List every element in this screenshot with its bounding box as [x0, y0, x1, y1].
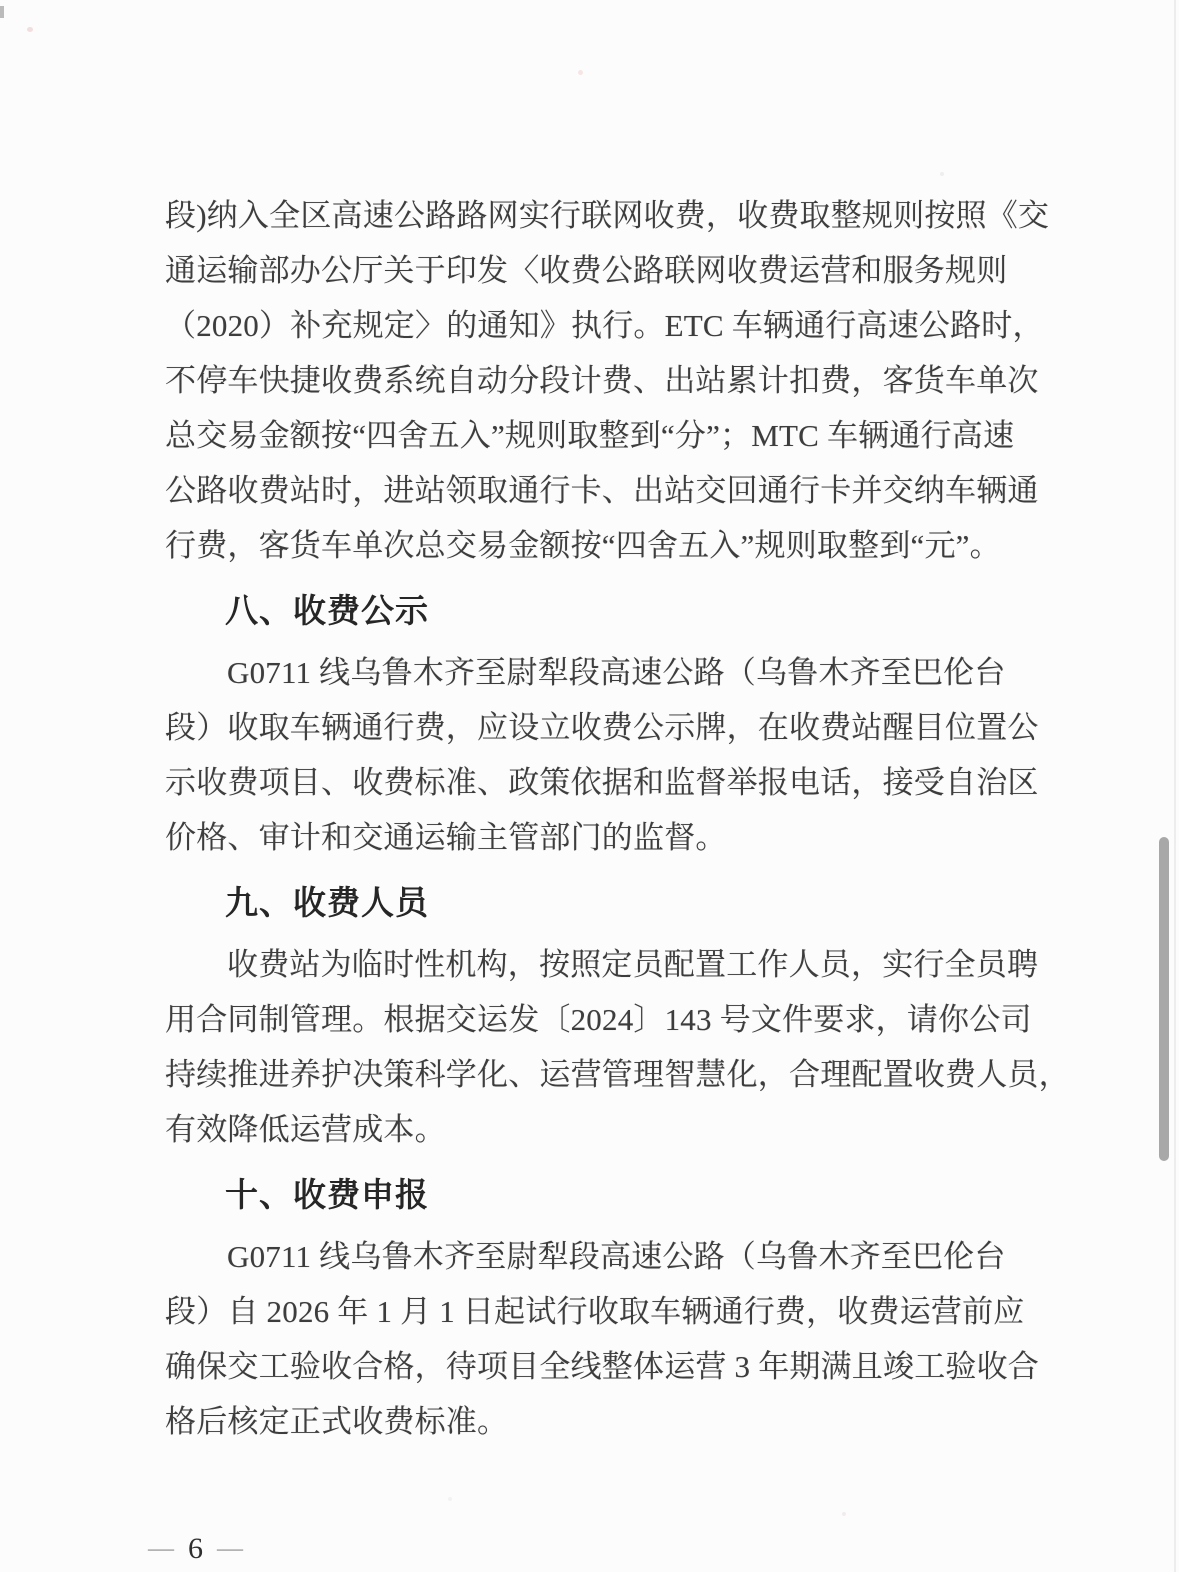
- document-text-line: 示收费项目、收费标准、政策依据和监督举报电话，接受自治区: [165, 765, 1039, 800]
- scan-corner-mark: [0, 6, 4, 18]
- section-heading-toll-staff: 九、收费人员: [225, 884, 429, 921]
- scan-speck: [448, 1497, 452, 1501]
- document-text-line: 总交易金额按“四舍五入”规则取整到“分”；MTC 车辆通行高速: [165, 418, 1015, 453]
- document-text-line: 格后核定正式收费标准。: [165, 1404, 509, 1439]
- document-text-line: 段）收取车辆通行费，应设立收费公示牌，在收费站醒目位置公: [165, 710, 1039, 745]
- document-body: [165, 188, 1069, 1449]
- document-text-line: 有效降低运营成本。: [165, 1112, 446, 1147]
- page-edge-line: [1174, 0, 1176, 1572]
- footer-left-dash: —: [148, 1538, 174, 1559]
- section-heading-fee-publicity: 八、收费公示: [225, 592, 429, 629]
- scan-speck: [842, 1512, 846, 1516]
- scan-speck: [968, 226, 972, 230]
- scan-speck: [27, 27, 33, 32]
- document-text-line: G0711 线乌鲁木齐至尉犁段高速公路（乌鲁木齐至巴伦台: [227, 655, 1006, 690]
- document-text-line: 收费站为临时性机构，按照定员配置工作人员，实行全员聘: [227, 947, 1039, 982]
- document-text-line: （2020）补充规定〉的通知》执行。ETC 车辆通行高速公路时，: [165, 308, 1044, 343]
- document-text-line: 段）自 2026 年 1 月 1 日起试行收取车辆通行费，收费运营前应: [165, 1294, 1025, 1329]
- document-text-line: 用合同制管理。根据交运发〔2024〕143 号文件要求，请你公司: [165, 1002, 1032, 1037]
- document-text-line: 段)纳入全区高速公路路网实行联网收费，收费取整规则按照《交: [165, 198, 1050, 233]
- page-footer: [148, 1532, 243, 1566]
- scan-speck: [578, 70, 583, 75]
- document-text-line: 通运输部办公厅关于印发〈收费公路联网收费运营和服务规则: [165, 253, 1008, 288]
- scrollbar-thumb[interactable]: [1159, 837, 1169, 1161]
- document-text-line: 公路收费站时，进站领取通行卡、出站交回通行卡并交纳车辆通: [165, 473, 1039, 508]
- document-text-line: 不停车快捷收费系统自动分段计费、出站累计扣费，客货车单次: [165, 363, 1039, 398]
- footer-right-dash: —: [217, 1538, 243, 1559]
- page-number: 6: [188, 1532, 203, 1565]
- section-heading-fee-declaration: 十、收费申报: [225, 1176, 429, 1213]
- document-text-line: G0711 线乌鲁木齐至尉犁段高速公路（乌鲁木齐至巴伦台: [227, 1239, 1006, 1274]
- document-text-line: 持续推进养护决策科学化、运营管理智慧化，合理配置收费人员，: [165, 1057, 1070, 1092]
- document-text-line: 行费，客货车单次总交易金额按“四舍五入”规则取整到“元”。: [165, 528, 1001, 563]
- document-text-line: 价格、审计和交通运输主管部门的监督。: [165, 820, 727, 855]
- document-text-line: 确保交工验收合格，待项目全线整体运营 3 年期满且竣工验收合: [165, 1349, 1039, 1384]
- scan-speck: [940, 172, 944, 176]
